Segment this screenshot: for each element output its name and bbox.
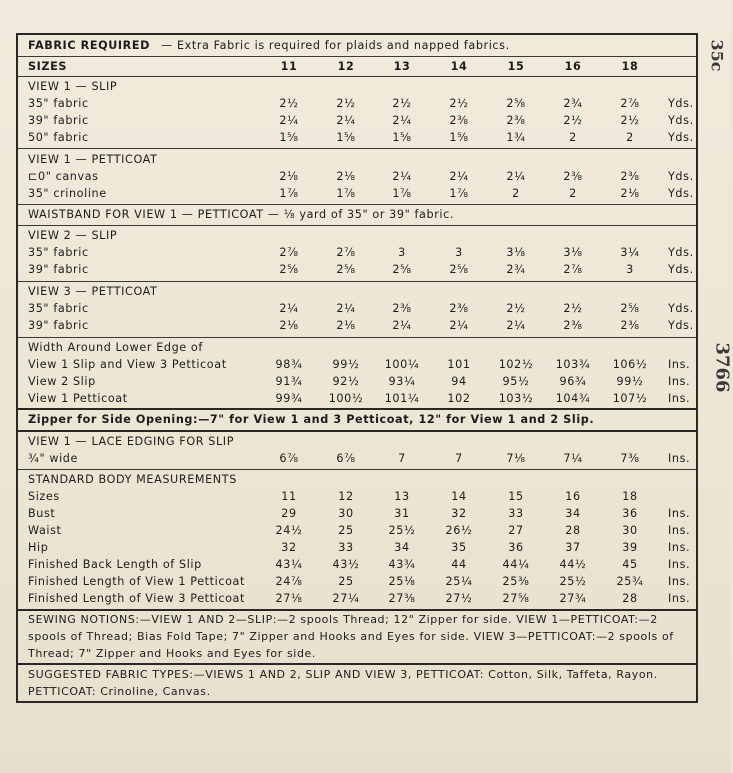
measure-cell: 91¾	[275, 375, 303, 388]
yardage-cell: 1⅞	[449, 187, 469, 200]
measure-cell: 13	[394, 490, 410, 503]
row-label: Finished Length of View 3 Petticoat	[28, 592, 245, 605]
yardage-cell: 2	[569, 131, 577, 144]
measure-cell: 27½	[445, 592, 473, 605]
row-label: 50" fabric	[28, 131, 89, 144]
unit-label: Yds.	[668, 97, 694, 110]
body-row	[28, 590, 693, 607]
sewing-notions: SEWING NOTIONS:—VIEW 1 AND 2—SLIP:—2 spools Thread; 12" Zipper for side. VIEW 1—PETTICOAT:—2 spools of Thread; Bias Fold Tape; 7" Zipper and Hooks and Eyes for side. VIEW 3—PETTICOAT:—2 spools of Thread; 7" Zipper and Hooks and Eyes for side.	[28, 613, 674, 660]
unit-label: Ins.	[668, 452, 691, 465]
fabric-required-title: FABRIC REQUIRED	[28, 39, 150, 52]
measure-cell: 18	[622, 490, 638, 503]
measure-cell: 16	[565, 490, 581, 503]
section-title	[28, 471, 693, 488]
measure-cell: 39	[622, 541, 638, 554]
yardage-cell: 2⅝	[449, 263, 469, 276]
yardage-cell: 3⅛	[563, 246, 583, 259]
row-label: Hip	[28, 541, 49, 554]
yardage-cell: 2⅛	[336, 170, 356, 183]
unit-label: Ins.	[668, 575, 691, 588]
yardage-cell: 2¼	[336, 114, 356, 127]
row-label: 39" fabric	[28, 114, 89, 127]
yardage-cell: 2	[512, 187, 520, 200]
unit-label: Ins.	[668, 507, 691, 520]
yardage-cell: 2¼	[279, 114, 299, 127]
section-title	[28, 227, 693, 244]
yardage-cell: 2¼	[336, 302, 356, 315]
section-title	[28, 151, 693, 168]
measure-cell: 7	[455, 452, 463, 465]
yardage-cell: 2⅝	[620, 302, 640, 315]
yardage-cell: 2¼	[392, 170, 412, 183]
yardage-cell: 2½	[392, 97, 412, 110]
measure-cell: 43¾	[388, 558, 416, 571]
size-cell: 18	[621, 60, 639, 73]
yardage-cell: 2⅞	[563, 263, 583, 276]
row-label: Waist	[28, 524, 62, 537]
measurement-row	[28, 450, 693, 467]
row-label: ¾" wide	[28, 452, 78, 465]
yardage-row	[28, 112, 693, 129]
measure-cell: 25¾	[616, 575, 644, 588]
measure-cell: 7	[398, 452, 406, 465]
yardage-cell: 2⅛	[279, 170, 299, 183]
measure-cell: 36	[508, 541, 524, 554]
yardage-cell: 2⅛	[336, 319, 356, 332]
measure-cell: 104¾	[555, 392, 591, 405]
measure-cell: 102½	[498, 358, 534, 371]
yardage-row	[28, 168, 693, 185]
yardage-row	[28, 261, 693, 278]
measure-cell: 103¾	[555, 358, 591, 371]
measure-cell: 31	[394, 507, 410, 520]
yardage-cell: 3	[398, 246, 406, 259]
yardage-cell: 3	[626, 263, 634, 276]
measure-cell: 24½	[275, 524, 303, 537]
unit-label: Yds.	[668, 302, 694, 315]
row-label: 35" fabric	[28, 97, 89, 110]
unit-label: Yds.	[668, 114, 694, 127]
yardage-row	[28, 129, 693, 146]
section-title	[28, 78, 693, 95]
yardage-cell: 1⅞	[392, 187, 412, 200]
measure-cell: 99¾	[275, 392, 303, 405]
size-cell: 13	[393, 60, 411, 73]
row-label: View 1 Petticoat	[28, 392, 128, 405]
measure-cell: 101¼	[384, 392, 420, 405]
measurement-row	[28, 390, 693, 407]
zipper-note	[28, 411, 693, 428]
measure-cell: 12	[338, 490, 354, 503]
yardage-cell: 3¼	[620, 246, 640, 259]
measure-cell: 27⅛	[275, 592, 303, 605]
yardage-row	[28, 95, 693, 112]
measure-cell: 11	[281, 490, 297, 503]
measurement-row	[28, 373, 693, 390]
yardage-row	[28, 300, 693, 317]
measure-cell: 106½	[612, 358, 648, 371]
body-row	[28, 573, 693, 590]
yardage-cell: 2⅝	[506, 97, 526, 110]
yardage-cell: 2½	[336, 97, 356, 110]
yardage-cell: 3	[455, 246, 463, 259]
row-label: 35" crinoline	[28, 187, 107, 200]
measure-cell: 15	[508, 490, 524, 503]
measurement-row	[28, 356, 693, 373]
yardage-cell: 2¼	[392, 114, 412, 127]
view3-petticoat-title: VIEW 3 — PETTICOAT	[28, 285, 158, 298]
row-label: View 2 Slip	[28, 375, 96, 388]
pattern-category-label: 35c	[707, 39, 727, 72]
yardage-cell: 2½	[279, 97, 299, 110]
yardage-cell: 2⅜	[392, 302, 412, 315]
yardage-cell: 1⅝	[392, 131, 412, 144]
view2-slip-title: VIEW 2 — SLIP	[28, 229, 118, 242]
yardage-cell: 1⅝	[449, 131, 469, 144]
measure-cell: 25	[338, 575, 354, 588]
measure-cell: 27¾	[559, 592, 587, 605]
yardage-cell: 2¼	[449, 170, 469, 183]
measure-cell: 93¼	[388, 375, 416, 388]
yardage-cell: 2⅞	[336, 246, 356, 259]
measure-cell: 6⅞	[336, 452, 356, 465]
unit-label: Ins.	[668, 558, 691, 571]
measure-cell: 25⅛	[388, 575, 416, 588]
row-label: 35" fabric	[28, 246, 89, 259]
measure-cell: 24⅞	[275, 575, 303, 588]
yardage-cell: 2½	[449, 97, 469, 110]
unit-label: Yds.	[668, 170, 694, 183]
measure-cell: 29	[281, 507, 297, 520]
measure-cell: 45	[622, 558, 638, 571]
yardage-cell: 1⅝	[279, 131, 299, 144]
body-row	[28, 556, 693, 573]
measure-cell: 6⅞	[279, 452, 299, 465]
yardage-cell: 2¼	[392, 319, 412, 332]
yardage-cell: 2	[569, 187, 577, 200]
row-label: Finished Back Length of Slip	[28, 558, 202, 571]
body-row	[28, 522, 693, 539]
measure-cell: 34	[394, 541, 410, 554]
measure-cell: 98¾	[275, 358, 303, 371]
measure-cell: 25½	[559, 575, 587, 588]
measure-cell: 32	[451, 507, 467, 520]
size-cell: 15	[507, 60, 525, 73]
yardage-cell: 1⅞	[279, 187, 299, 200]
body-row	[28, 505, 693, 522]
row-label: 35" fabric	[28, 302, 89, 315]
view1-slip-title: VIEW 1 — SLIP	[28, 80, 118, 93]
measure-cell: 28	[565, 524, 581, 537]
measure-cell: 37	[565, 541, 581, 554]
measure-cell: 7⅜	[620, 452, 640, 465]
unit-label: Ins.	[668, 541, 691, 554]
yardage-cell: 2⅝	[392, 263, 412, 276]
yardage-cell: 2¼	[449, 319, 469, 332]
yardage-cell: 2	[626, 131, 634, 144]
body-row	[28, 539, 693, 556]
measure-cell: 99½	[332, 358, 360, 371]
unit-label: Yds.	[668, 246, 694, 259]
measure-cell: 36	[622, 507, 638, 520]
measure-cell: 44¼	[502, 558, 530, 571]
measure-cell: 33	[508, 507, 524, 520]
unit-label: Yds.	[668, 319, 694, 332]
yardage-cell: 2⅞	[620, 97, 640, 110]
measure-cell: 27¼	[332, 592, 360, 605]
yardage-cell: 1¾	[506, 131, 526, 144]
unit-label: Ins.	[668, 375, 691, 388]
yardage-cell: 1⅝	[336, 131, 356, 144]
measure-cell: 7¼	[563, 452, 583, 465]
measure-cell: 30	[622, 524, 638, 537]
measure-cell: 28	[622, 592, 638, 605]
sizes-row	[28, 58, 693, 75]
row-label: Finished Length of View 1 Petticoat	[28, 575, 245, 588]
row-label: 39" fabric	[28, 319, 89, 332]
unit-label: Yds.	[668, 131, 694, 144]
section-title	[28, 339, 693, 356]
yardage-cell: 2⅝	[336, 263, 356, 276]
yardage-cell: 3⅛	[506, 246, 526, 259]
measure-cell: 99½	[616, 375, 644, 388]
zipper-text: Zipper for Side Opening:—7" for View 1 and 3 Petticoat, 12" for View 1 and 2 Slip.	[28, 413, 595, 426]
measure-cell: 25½	[388, 524, 416, 537]
measure-cell: 25¼	[445, 575, 473, 588]
yardage-cell: 2⅛	[279, 319, 299, 332]
measure-cell: 103½	[498, 392, 534, 405]
row-label: ⊏0" canvas	[28, 170, 99, 183]
measure-cell: 33	[338, 541, 354, 554]
measure-cell: 34	[565, 507, 581, 520]
yardage-cell: 2¾	[563, 97, 583, 110]
waistband-text: WAISTBAND FOR VIEW 1 — PETTICOAT — ⅛ yard of 35" or 39" fabric.	[28, 208, 455, 221]
pattern-number-label: 3766	[711, 342, 733, 393]
measure-cell: 7⅛	[506, 452, 526, 465]
unit-label: Yds.	[668, 187, 694, 200]
measure-cell: 95½	[502, 375, 530, 388]
yardage-cell: 2⅞	[279, 246, 299, 259]
yardage-cell: 2½	[563, 114, 583, 127]
yardage-cell: 2⅜	[506, 114, 526, 127]
yardage-cell: 2¾	[506, 263, 526, 276]
yardage-cell: 1⅞	[336, 187, 356, 200]
unit-label: Ins.	[668, 392, 691, 405]
yardage-cell: 2⅜	[620, 170, 640, 183]
row-label: Sizes	[28, 490, 60, 503]
fabric-required-header	[28, 37, 693, 54]
row-label: 39" fabric	[28, 263, 89, 276]
size-cell: 16	[564, 60, 582, 73]
yardage-cell: 2¼	[279, 302, 299, 315]
yardage-cell: 2½	[506, 302, 526, 315]
body-measurements-title: STANDARD BODY MEASUREMENTS	[28, 473, 237, 486]
unit-label: Ins.	[668, 592, 691, 605]
yardage-cell: 2⅜	[449, 114, 469, 127]
size-cell: 12	[337, 60, 355, 73]
section-title	[28, 283, 693, 300]
measure-cell: 92½	[332, 375, 360, 388]
yardage-cell: 2⅜	[563, 170, 583, 183]
measure-cell: 27	[508, 524, 524, 537]
measure-cell: 27⅝	[502, 592, 530, 605]
suggested-fabrics: SUGGESTED FABRIC TYPES:—VIEWS 1 AND 2, SLIP AND VIEW 3, PETTICOAT: Cotton, Silk, Taffeta, Rayon. PETTICOAT: Crinoline, Canvas.	[28, 668, 658, 698]
measure-cell: 25	[338, 524, 354, 537]
yardage-row	[28, 317, 693, 334]
view1-petticoat-title: VIEW 1 — PETTICOAT	[28, 153, 158, 166]
sizes-label: SIZES	[28, 60, 68, 73]
row-label: Bust	[28, 507, 56, 520]
unit-label: Ins.	[668, 524, 691, 537]
measure-cell: 14	[451, 490, 467, 503]
body-row	[28, 488, 693, 505]
section-title	[28, 433, 693, 450]
yardage-cell: 2½	[620, 114, 640, 127]
measure-cell: 101	[447, 358, 471, 371]
measure-cell: 43½	[332, 558, 360, 571]
unit-label: Yds.	[668, 263, 694, 276]
waistband-note	[28, 206, 693, 223]
yardage-cell: 2¼	[506, 170, 526, 183]
yardage-cell: 2½	[563, 302, 583, 315]
measure-cell: 44	[451, 558, 467, 571]
unit-label: Ins.	[668, 358, 691, 371]
measure-cell: 32	[281, 541, 297, 554]
yardage-cell: 2⅝	[279, 263, 299, 276]
measure-cell: 35	[451, 541, 467, 554]
measure-cell: 96¾	[559, 375, 587, 388]
measure-cell: 44½	[559, 558, 587, 571]
measure-cell: 26½	[445, 524, 473, 537]
yardage-cell: 2⅜	[449, 302, 469, 315]
measure-cell: 94	[451, 375, 467, 388]
measure-cell: 107½	[612, 392, 648, 405]
yardage-row	[28, 185, 693, 202]
measure-cell: 100½	[328, 392, 364, 405]
lace-title: VIEW 1 — LACE EDGING FOR SLIP	[28, 435, 235, 448]
measure-cell: 100¼	[384, 358, 420, 371]
measure-cell: 30	[338, 507, 354, 520]
yardage-cell: 2⅜	[620, 319, 640, 332]
size-cell: 14	[450, 60, 468, 73]
lower-edge-title: Width Around Lower Edge of	[28, 341, 203, 354]
row-label: View 1 Slip and View 3 Petticoat	[28, 358, 227, 371]
yardage-cell: 2⅜	[563, 319, 583, 332]
measure-cell: 27⅜	[388, 592, 416, 605]
measure-cell: 25⅜	[502, 575, 530, 588]
yardage-row	[28, 244, 693, 261]
measure-cell: 102	[447, 392, 471, 405]
yardage-cell: 2⅛	[620, 187, 640, 200]
yardage-cell: 2¼	[506, 319, 526, 332]
measure-cell: 43¼	[275, 558, 303, 571]
fabric-required-note: — Extra Fabric is required for plaids and napped fabrics.	[161, 39, 510, 52]
size-cell: 11	[280, 60, 298, 73]
